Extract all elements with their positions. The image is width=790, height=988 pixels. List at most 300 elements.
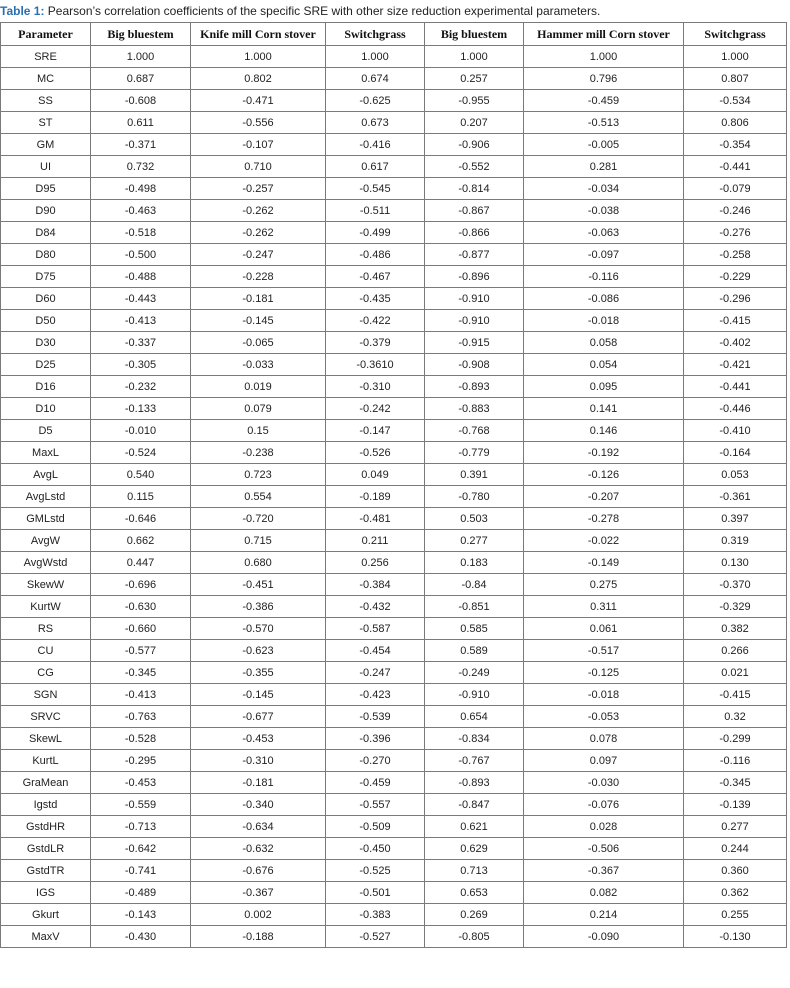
coefficient-cell: -0.910 xyxy=(425,310,524,332)
table-row xyxy=(1,310,787,332)
coefficient-cell: -0.181 xyxy=(191,772,326,794)
coefficient-cell: -0.955 xyxy=(425,90,524,112)
coefficient-cell: -0.524 xyxy=(91,442,191,464)
coefficient-cell: -0.720 xyxy=(191,508,326,530)
table-row xyxy=(1,794,787,816)
parameter-cell: CG xyxy=(1,662,91,684)
coefficient-cell: 0.732 xyxy=(91,156,191,178)
coefficient-cell: 0.15 xyxy=(191,420,326,442)
parameter-cell: D60 xyxy=(1,288,91,310)
coefficient-cell: -0.125 xyxy=(524,662,684,684)
coefficient-cell: 0.629 xyxy=(425,838,524,860)
coefficient-cell: -0.805 xyxy=(425,926,524,948)
coefficient-cell: 0.680 xyxy=(191,552,326,574)
table-row xyxy=(1,156,787,178)
table-row xyxy=(1,816,787,838)
coefficient-cell: -0.779 xyxy=(425,442,524,464)
coefficient-cell: -0.634 xyxy=(191,816,326,838)
coefficient-cell: 0.653 xyxy=(425,882,524,904)
table-row xyxy=(1,222,787,244)
coefficient-cell: 0.382 xyxy=(684,618,787,640)
coefficient-cell: -0.033 xyxy=(191,354,326,376)
coefficient-cell: 0.362 xyxy=(684,882,787,904)
table-row xyxy=(1,46,787,68)
coefficient-cell: -0.143 xyxy=(91,904,191,926)
coefficient-cell: -0.517 xyxy=(524,640,684,662)
coefficient-cell: 0.095 xyxy=(524,376,684,398)
coefficient-cell: -0.450 xyxy=(326,838,425,860)
coefficient-cell: 1.000 xyxy=(524,46,684,68)
parameter-cell: ST xyxy=(1,112,91,134)
coefficient-cell: -0.506 xyxy=(524,838,684,860)
coefficient-cell: -0.246 xyxy=(684,200,787,222)
coefficient-cell: -0.337 xyxy=(91,332,191,354)
coefficient-cell: -0.133 xyxy=(91,398,191,420)
coefficient-cell: 0.054 xyxy=(524,354,684,376)
table-row xyxy=(1,904,787,926)
coefficient-cell: 0.447 xyxy=(91,552,191,574)
coefficient-cell: 0.021 xyxy=(684,662,787,684)
coefficient-cell: -0.570 xyxy=(191,618,326,640)
coefficient-cell: 0.687 xyxy=(91,68,191,90)
coefficient-cell: 0.617 xyxy=(326,156,425,178)
coefficient-cell: 1.000 xyxy=(91,46,191,68)
coefficient-cell: -0.345 xyxy=(684,772,787,794)
coefficient-cell: -0.463 xyxy=(91,200,191,222)
coefficient-cell: 0.257 xyxy=(425,68,524,90)
coefficient-cell: 0.311 xyxy=(524,596,684,618)
parameter-cell: IGS xyxy=(1,882,91,904)
coefficient-cell: 0.503 xyxy=(425,508,524,530)
parameter-cell: GMLstd xyxy=(1,508,91,530)
parameter-cell: SRVC xyxy=(1,706,91,728)
parameter-cell: KurtL xyxy=(1,750,91,772)
coefficient-cell: -0.441 xyxy=(684,376,787,398)
coefficient-cell: -0.340 xyxy=(191,794,326,816)
coefficient-cell: -0.396 xyxy=(326,728,425,750)
coefficient-cell: 0.807 xyxy=(684,68,787,90)
coefficient-cell: 1.000 xyxy=(191,46,326,68)
coefficient-cell: -0.660 xyxy=(91,618,191,640)
coefficient-cell: 0.061 xyxy=(524,618,684,640)
coefficient-cell: -0.189 xyxy=(326,486,425,508)
coefficient-cell: -0.896 xyxy=(425,266,524,288)
parameter-cell: D75 xyxy=(1,266,91,288)
coefficient-cell: -0.164 xyxy=(684,442,787,464)
coefficient-cell: -0.525 xyxy=(326,860,425,882)
coefficient-cell: 0.207 xyxy=(425,112,524,134)
coefficient-cell: -0.696 xyxy=(91,574,191,596)
coefficient-cell: -0.126 xyxy=(524,464,684,486)
parameter-cell: GstdTR xyxy=(1,860,91,882)
coefficient-cell: -0.559 xyxy=(91,794,191,816)
coefficient-cell: -0.557 xyxy=(326,794,425,816)
coefficient-cell: -0.780 xyxy=(425,486,524,508)
coefficient-cell: -0.432 xyxy=(326,596,425,618)
table-row xyxy=(1,486,787,508)
coefficient-cell: 1.000 xyxy=(684,46,787,68)
coefficient-cell: 0.710 xyxy=(191,156,326,178)
table-row xyxy=(1,464,787,486)
coefficient-cell: -0.545 xyxy=(326,178,425,200)
coefficient-cell: -0.534 xyxy=(684,90,787,112)
coefficient-cell: 0.141 xyxy=(524,398,684,420)
coefficient-cell: -0.010 xyxy=(91,420,191,442)
coefficient-cell: -0.262 xyxy=(191,222,326,244)
caption-label: Table 1: xyxy=(0,4,45,18)
coefficient-cell: -0.851 xyxy=(425,596,524,618)
table-row xyxy=(1,882,787,904)
coefficient-cell: -0.232 xyxy=(91,376,191,398)
table-row xyxy=(1,662,787,684)
parameter-cell: KurtW xyxy=(1,596,91,618)
parameter-cell: UI xyxy=(1,156,91,178)
coefficient-cell: -0.410 xyxy=(684,420,787,442)
coefficient-cell: 0.554 xyxy=(191,486,326,508)
coefficient-cell: 0.673 xyxy=(326,112,425,134)
coefficient-cell: -0.539 xyxy=(326,706,425,728)
coefficient-cell: -0.145 xyxy=(191,310,326,332)
coefficient-cell: -0.499 xyxy=(326,222,425,244)
caption-text: Pearson’s correlation coefficients of the specific SRE with other size reduction experimental parameters. xyxy=(44,4,601,18)
coefficient-cell: 1.000 xyxy=(326,46,425,68)
coefficient-cell: -0.763 xyxy=(91,706,191,728)
coefficient-cell: -0.276 xyxy=(684,222,787,244)
coefficient-cell: -0.3610 xyxy=(326,354,425,376)
coefficient-cell: -0.84 xyxy=(425,574,524,596)
coefficient-cell: -0.228 xyxy=(191,266,326,288)
coefficient-cell: 0.621 xyxy=(425,816,524,838)
coefficient-cell: 0.146 xyxy=(524,420,684,442)
coefficient-cell: -0.883 xyxy=(425,398,524,420)
coefficient-cell: -0.145 xyxy=(191,684,326,706)
coefficient-cell: 0.662 xyxy=(91,530,191,552)
coefficient-cell: -0.207 xyxy=(524,486,684,508)
coefficient-cell: -0.018 xyxy=(524,310,684,332)
coefficient-cell: 0.266 xyxy=(684,640,787,662)
correlation-table xyxy=(0,22,787,948)
parameter-cell: SkewW xyxy=(1,574,91,596)
coefficient-cell: -0.513 xyxy=(524,112,684,134)
coefficient-cell: -0.459 xyxy=(524,90,684,112)
coefficient-cell: -0.022 xyxy=(524,530,684,552)
coefficient-cell: -0.486 xyxy=(326,244,425,266)
column-header: Hammer mill Corn stover xyxy=(524,23,684,46)
coefficient-cell: -0.107 xyxy=(191,134,326,156)
coefficient-cell: -0.893 xyxy=(425,772,524,794)
table-row xyxy=(1,134,787,156)
coefficient-cell: -0.367 xyxy=(524,860,684,882)
coefficient-cell: 0.078 xyxy=(524,728,684,750)
coefficient-cell: -0.249 xyxy=(425,662,524,684)
coefficient-cell: -0.415 xyxy=(684,684,787,706)
coefficient-cell: -0.446 xyxy=(684,398,787,420)
coefficient-cell: 0.319 xyxy=(684,530,787,552)
table-body xyxy=(1,46,787,948)
coefficient-cell: 0.002 xyxy=(191,904,326,926)
coefficient-cell: -0.741 xyxy=(91,860,191,882)
coefficient-cell: -0.526 xyxy=(326,442,425,464)
coefficient-cell: -0.383 xyxy=(326,904,425,926)
parameter-cell: AvgWstd xyxy=(1,552,91,574)
coefficient-cell: -0.556 xyxy=(191,112,326,134)
coefficient-cell: -0.188 xyxy=(191,926,326,948)
parameter-cell: GstdLR xyxy=(1,838,91,860)
coefficient-cell: -0.768 xyxy=(425,420,524,442)
coefficient-cell: -0.257 xyxy=(191,178,326,200)
table-row xyxy=(1,860,787,882)
coefficient-cell: 1.000 xyxy=(425,46,524,68)
coefficient-cell: 0.115 xyxy=(91,486,191,508)
coefficient-cell: -0.034 xyxy=(524,178,684,200)
coefficient-cell: 0.391 xyxy=(425,464,524,486)
coefficient-cell: -0.310 xyxy=(191,750,326,772)
parameter-cell: GraMean xyxy=(1,772,91,794)
parameter-cell: RS xyxy=(1,618,91,640)
coefficient-cell: -0.518 xyxy=(91,222,191,244)
table-row xyxy=(1,750,787,772)
coefficient-cell: -0.415 xyxy=(684,310,787,332)
coefficient-cell: -0.242 xyxy=(326,398,425,420)
coefficient-cell: -0.278 xyxy=(524,508,684,530)
table-row xyxy=(1,376,787,398)
coefficient-cell: -0.147 xyxy=(326,420,425,442)
table-row xyxy=(1,640,787,662)
coefficient-cell: -0.247 xyxy=(326,662,425,684)
table-row xyxy=(1,684,787,706)
coefficient-cell: -0.370 xyxy=(684,574,787,596)
coefficient-cell: -0.834 xyxy=(425,728,524,750)
coefficient-cell: -0.910 xyxy=(425,684,524,706)
coefficient-cell: -0.608 xyxy=(91,90,191,112)
coefficient-cell: -0.310 xyxy=(326,376,425,398)
parameter-cell: D90 xyxy=(1,200,91,222)
coefficient-cell: -0.384 xyxy=(326,574,425,596)
column-header: Knife mill Corn stover xyxy=(191,23,326,46)
coefficient-cell: -0.229 xyxy=(684,266,787,288)
coefficient-cell: 0.654 xyxy=(425,706,524,728)
coefficient-cell: -0.413 xyxy=(91,310,191,332)
coefficient-cell: 0.275 xyxy=(524,574,684,596)
coefficient-cell: -0.076 xyxy=(524,794,684,816)
coefficient-cell: 0.277 xyxy=(684,816,787,838)
parameter-cell: D16 xyxy=(1,376,91,398)
coefficient-cell: -0.345 xyxy=(91,662,191,684)
parameter-cell: SRE xyxy=(1,46,91,68)
coefficient-cell: 0.715 xyxy=(191,530,326,552)
coefficient-cell: 0.183 xyxy=(425,552,524,574)
coefficient-cell: -0.367 xyxy=(191,882,326,904)
coefficient-cell: -0.421 xyxy=(684,354,787,376)
coefficient-cell: 0.028 xyxy=(524,816,684,838)
table-row xyxy=(1,530,787,552)
table-row xyxy=(1,112,787,134)
coefficient-cell: -0.116 xyxy=(524,266,684,288)
coefficient-cell: -0.441 xyxy=(684,156,787,178)
column-header: Big bluestem xyxy=(425,23,524,46)
table-row xyxy=(1,706,787,728)
coefficient-cell: -0.238 xyxy=(191,442,326,464)
table-row xyxy=(1,728,787,750)
coefficient-cell: -0.630 xyxy=(91,596,191,618)
coefficient-cell: -0.371 xyxy=(91,134,191,156)
table-row xyxy=(1,926,787,948)
parameter-cell: SS xyxy=(1,90,91,112)
coefficient-cell: 0.053 xyxy=(684,464,787,486)
coefficient-cell: -0.361 xyxy=(684,486,787,508)
table-row xyxy=(1,288,787,310)
coefficient-cell: -0.908 xyxy=(425,354,524,376)
table-row xyxy=(1,68,787,90)
parameter-cell: D25 xyxy=(1,354,91,376)
coefficient-cell: -0.090 xyxy=(524,926,684,948)
table-row xyxy=(1,596,787,618)
coefficient-cell: -0.767 xyxy=(425,750,524,772)
coefficient-cell: -0.258 xyxy=(684,244,787,266)
parameter-cell: Gkurt xyxy=(1,904,91,926)
coefficient-cell: 0.723 xyxy=(191,464,326,486)
table-row xyxy=(1,618,787,640)
parameter-cell: D50 xyxy=(1,310,91,332)
coefficient-cell: -0.086 xyxy=(524,288,684,310)
coefficient-cell: 0.397 xyxy=(684,508,787,530)
table-row xyxy=(1,508,787,530)
coefficient-cell: -0.587 xyxy=(326,618,425,640)
coefficient-cell: -0.354 xyxy=(684,134,787,156)
parameter-cell: MC xyxy=(1,68,91,90)
coefficient-cell: -0.079 xyxy=(684,178,787,200)
parameter-cell: MaxL xyxy=(1,442,91,464)
coefficient-cell: 0.256 xyxy=(326,552,425,574)
table-caption xyxy=(0,3,600,19)
coefficient-cell: -0.065 xyxy=(191,332,326,354)
table-row xyxy=(1,266,787,288)
coefficient-cell: -0.038 xyxy=(524,200,684,222)
parameter-cell: MaxV xyxy=(1,926,91,948)
coefficient-cell: -0.713 xyxy=(91,816,191,838)
coefficient-cell: -0.097 xyxy=(524,244,684,266)
coefficient-cell: -0.305 xyxy=(91,354,191,376)
coefficient-cell: 0.540 xyxy=(91,464,191,486)
coefficient-cell: -0.527 xyxy=(326,926,425,948)
coefficient-cell: -0.642 xyxy=(91,838,191,860)
table-header-row xyxy=(1,23,787,46)
column-header: Switchgrass xyxy=(684,23,787,46)
coefficient-cell: 0.589 xyxy=(425,640,524,662)
coefficient-cell: -0.867 xyxy=(425,200,524,222)
coefficient-cell: -0.053 xyxy=(524,706,684,728)
column-header: Switchgrass xyxy=(326,23,425,46)
coefficient-cell: -0.893 xyxy=(425,376,524,398)
coefficient-cell: -0.430 xyxy=(91,926,191,948)
coefficient-cell: -0.906 xyxy=(425,134,524,156)
coefficient-cell: -0.063 xyxy=(524,222,684,244)
table-row xyxy=(1,772,787,794)
coefficient-cell: -0.632 xyxy=(191,838,326,860)
table-row xyxy=(1,442,787,464)
coefficient-cell: -0.451 xyxy=(191,574,326,596)
coefficient-cell: -0.379 xyxy=(326,332,425,354)
coefficient-cell: -0.481 xyxy=(326,508,425,530)
coefficient-cell: -0.192 xyxy=(524,442,684,464)
coefficient-cell: 0.058 xyxy=(524,332,684,354)
coefficient-cell: -0.552 xyxy=(425,156,524,178)
coefficient-cell: -0.915 xyxy=(425,332,524,354)
coefficient-cell: -0.262 xyxy=(191,200,326,222)
coefficient-cell: 0.802 xyxy=(191,68,326,90)
coefficient-cell: -0.910 xyxy=(425,288,524,310)
coefficient-cell: 0.277 xyxy=(425,530,524,552)
coefficient-cell: 0.255 xyxy=(684,904,787,926)
coefficient-cell: -0.866 xyxy=(425,222,524,244)
coefficient-cell: -0.018 xyxy=(524,684,684,706)
coefficient-cell: -0.577 xyxy=(91,640,191,662)
coefficient-cell: -0.498 xyxy=(91,178,191,200)
table-row xyxy=(1,200,787,222)
coefficient-cell: -0.299 xyxy=(684,728,787,750)
coefficient-cell: -0.005 xyxy=(524,134,684,156)
coefficient-cell: 0.796 xyxy=(524,68,684,90)
parameter-cell: AvgLstd xyxy=(1,486,91,508)
coefficient-cell: -0.528 xyxy=(91,728,191,750)
coefficient-cell: -0.814 xyxy=(425,178,524,200)
coefficient-cell: -0.489 xyxy=(91,882,191,904)
coefficient-cell: 0.281 xyxy=(524,156,684,178)
coefficient-cell: -0.459 xyxy=(326,772,425,794)
table-row xyxy=(1,398,787,420)
coefficient-cell: -0.511 xyxy=(326,200,425,222)
coefficient-cell: -0.413 xyxy=(91,684,191,706)
table-row xyxy=(1,332,787,354)
coefficient-cell: -0.402 xyxy=(684,332,787,354)
coefficient-cell: -0.471 xyxy=(191,90,326,112)
coefficient-cell: -0.676 xyxy=(191,860,326,882)
coefficient-cell: 0.049 xyxy=(326,464,425,486)
coefficient-cell: -0.116 xyxy=(684,750,787,772)
coefficient-cell: -0.149 xyxy=(524,552,684,574)
coefficient-cell: -0.423 xyxy=(326,684,425,706)
parameter-cell: D80 xyxy=(1,244,91,266)
coefficient-cell: 0.32 xyxy=(684,706,787,728)
coefficient-cell: -0.435 xyxy=(326,288,425,310)
coefficient-cell: -0.625 xyxy=(326,90,425,112)
coefficient-cell: -0.454 xyxy=(326,640,425,662)
parameter-cell: SGN xyxy=(1,684,91,706)
table-row xyxy=(1,354,787,376)
parameter-cell: D10 xyxy=(1,398,91,420)
parameter-cell: Igstd xyxy=(1,794,91,816)
coefficient-cell: -0.847 xyxy=(425,794,524,816)
parameter-cell: GM xyxy=(1,134,91,156)
coefficient-cell: 0.211 xyxy=(326,530,425,552)
coefficient-cell: -0.130 xyxy=(684,926,787,948)
coefficient-cell: -0.623 xyxy=(191,640,326,662)
coefficient-cell: -0.501 xyxy=(326,882,425,904)
coefficient-cell: -0.453 xyxy=(191,728,326,750)
parameter-cell: AvgW xyxy=(1,530,91,552)
coefficient-cell: -0.509 xyxy=(326,816,425,838)
coefficient-cell: -0.877 xyxy=(425,244,524,266)
coefficient-cell: -0.386 xyxy=(191,596,326,618)
coefficient-cell: 0.244 xyxy=(684,838,787,860)
coefficient-cell: 0.097 xyxy=(524,750,684,772)
coefficient-cell: -0.500 xyxy=(91,244,191,266)
parameter-cell: AvgL xyxy=(1,464,91,486)
coefficient-cell: -0.270 xyxy=(326,750,425,772)
table-row xyxy=(1,90,787,112)
parameter-cell: GstdHR xyxy=(1,816,91,838)
table-row xyxy=(1,838,787,860)
